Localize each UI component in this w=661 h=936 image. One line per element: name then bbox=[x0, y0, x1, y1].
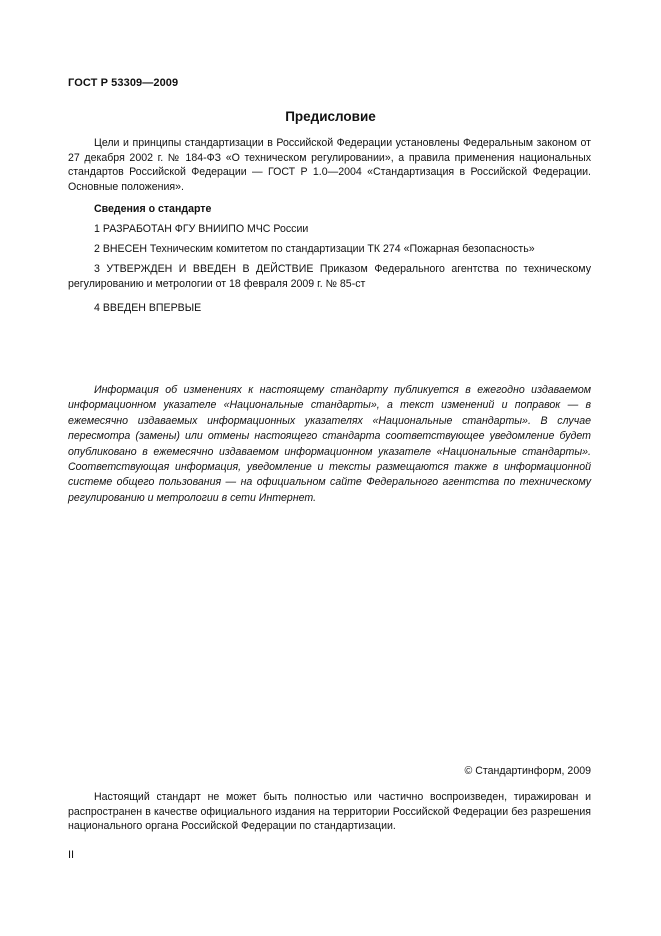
page-number: II bbox=[68, 849, 75, 861]
info-item-3: 3 УТВЕРЖДЕН И ВВЕДЕН В ДЕЙСТВИЕ Приказом Федерального агентства по техническому регулированию и метрологии от 18 февраля 2009 г. № 85-ст bbox=[68, 263, 591, 290]
copyright-line: © Стандартинформ, 2009 bbox=[464, 765, 591, 777]
info-item-4: 4 ВВЕДЕН ВПЕРВЫЕ bbox=[94, 302, 202, 314]
reproduction-notice: Настоящий стандарт не может быть полностью или частично воспроизведен, тиражирован и распространен в качестве официального издания на территории Российской Федерации без разрешения национального органа Российской Федерации по стандартизации. bbox=[68, 791, 591, 833]
document-code: ГОСТ Р 53309—2009 bbox=[68, 77, 179, 89]
changes-notice-paragraph: Информация об изменениях к настоящему стандарту публикуется в ежегодно издаваемом информационном указателе «Национальные стандарты», а текст изменений и поправок — в ежемесячно издаваемых информационных указателях «Национальные стандарты». В случае пересмотра (замены) или отмены настоящего стандарта соответствующее уведомление будет опубликовано в ежемесячно издаваемом информационном указателе «Национальные стандарты». Соответствующая информация, уведомление и тексты размещаются также в информационной системе общего пользования — на официальном сайте Федерального агентства по техническому регулированию и метрологии в сети Интернет. bbox=[68, 384, 591, 504]
intro-paragraph: Цели и принципы стандартизации в Российской Федерации установлены Федеральным законом от 27 декабря 2002 г. № 184-ФЗ «О техническом регулировании», а правила применения национальных стандартов Российской Федерации — ГОСТ Р 1.0—2004 «Стандартизация в Российской Федерации. Основные положения». bbox=[68, 137, 591, 194]
section-title: Предисловие bbox=[285, 109, 376, 124]
info-item-2: 2 ВНЕСЕН Техническим комитетом по стандартизации ТК 274 «Пожарная безопасность» bbox=[94, 243, 535, 255]
info-item-1: 1 РАЗРАБОТАН ФГУ ВНИИПО МЧС России bbox=[94, 223, 309, 235]
info-heading: Сведения о стандарте bbox=[94, 203, 212, 215]
